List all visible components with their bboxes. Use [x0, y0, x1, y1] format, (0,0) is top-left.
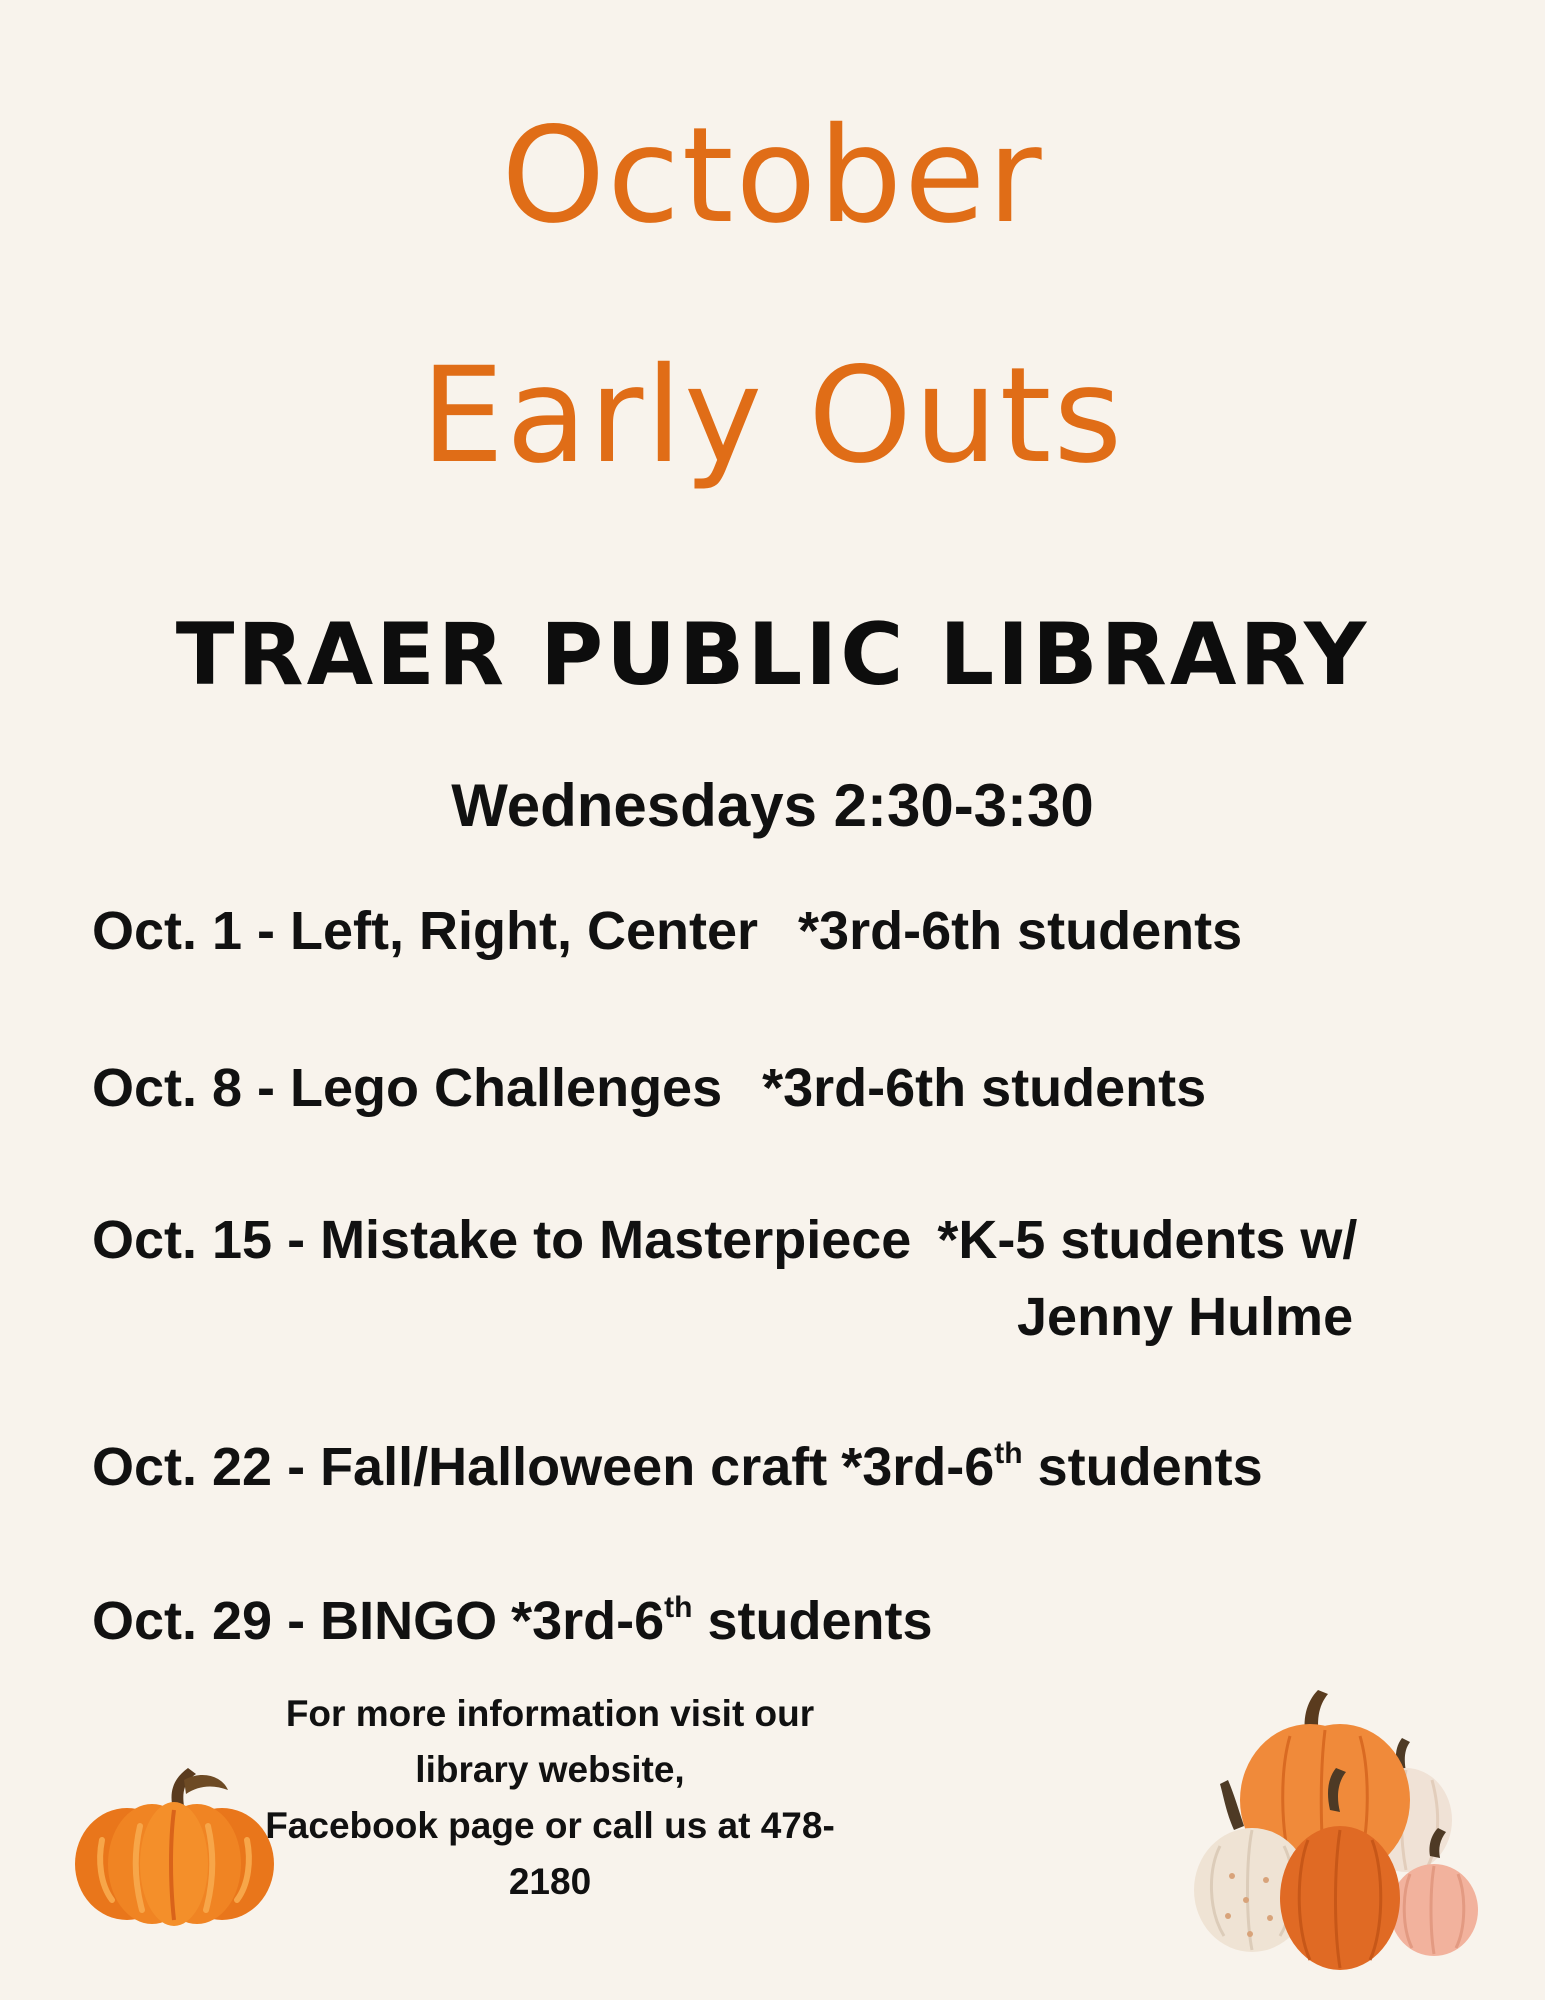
event-audience — [841, 1437, 1262, 1497]
audience-superscript: th — [664, 1591, 693, 1624]
event-title: Oct. 22 - Fall/Halloween craft — [92, 1437, 828, 1497]
event-item — [92, 1591, 933, 1651]
event-audience: *3rd-6th students — [798, 901, 1243, 961]
pumpkin-group-icon — [1180, 1680, 1480, 1980]
audience-prefix: *3rd-6 — [511, 1591, 665, 1651]
event-title: Oct. 15 - Mistake to Masterpiece — [92, 1210, 912, 1270]
audience-suffix: students — [707, 1591, 933, 1651]
event-audience-line2: Jenny Hulme — [1017, 1287, 1354, 1347]
event-item — [92, 1210, 1358, 1270]
library-name: TRAER PUBLIC LIBRARY — [175, 605, 1370, 705]
audience-suffix: students — [1037, 1437, 1263, 1497]
event-title: Oct. 1 - Left, Right, Center — [92, 901, 759, 961]
event-item — [92, 1058, 1207, 1118]
event-item — [92, 1437, 1263, 1497]
event-title: Oct. 8 - Lego Challenges — [92, 1058, 723, 1118]
pumpkin-icon — [72, 1760, 277, 1926]
title-line-october: October — [501, 99, 1044, 253]
audience-superscript: th — [994, 1437, 1023, 1470]
contact-info-line2: Facebook page or call us at 478-2180 — [265, 1805, 835, 1902]
contact-info — [230, 1686, 870, 1910]
audience-prefix: *3rd-6 — [841, 1437, 995, 1497]
event-audience-continued — [1017, 1287, 1354, 1347]
title-line-early-outs: Early Outs — [420, 339, 1125, 493]
event-item — [92, 901, 1243, 961]
event-audience — [511, 1591, 932, 1651]
schedule-time: Wednesdays 2:30-3:30 — [451, 772, 1094, 839]
event-audience: *K-5 students w/ — [937, 1210, 1358, 1270]
event-audience: *3rd-6th students — [762, 1058, 1207, 1118]
contact-info-line1: For more information visit our library website, — [285, 1693, 815, 1790]
event-title: Oct. 29 - BINGO — [92, 1591, 498, 1651]
